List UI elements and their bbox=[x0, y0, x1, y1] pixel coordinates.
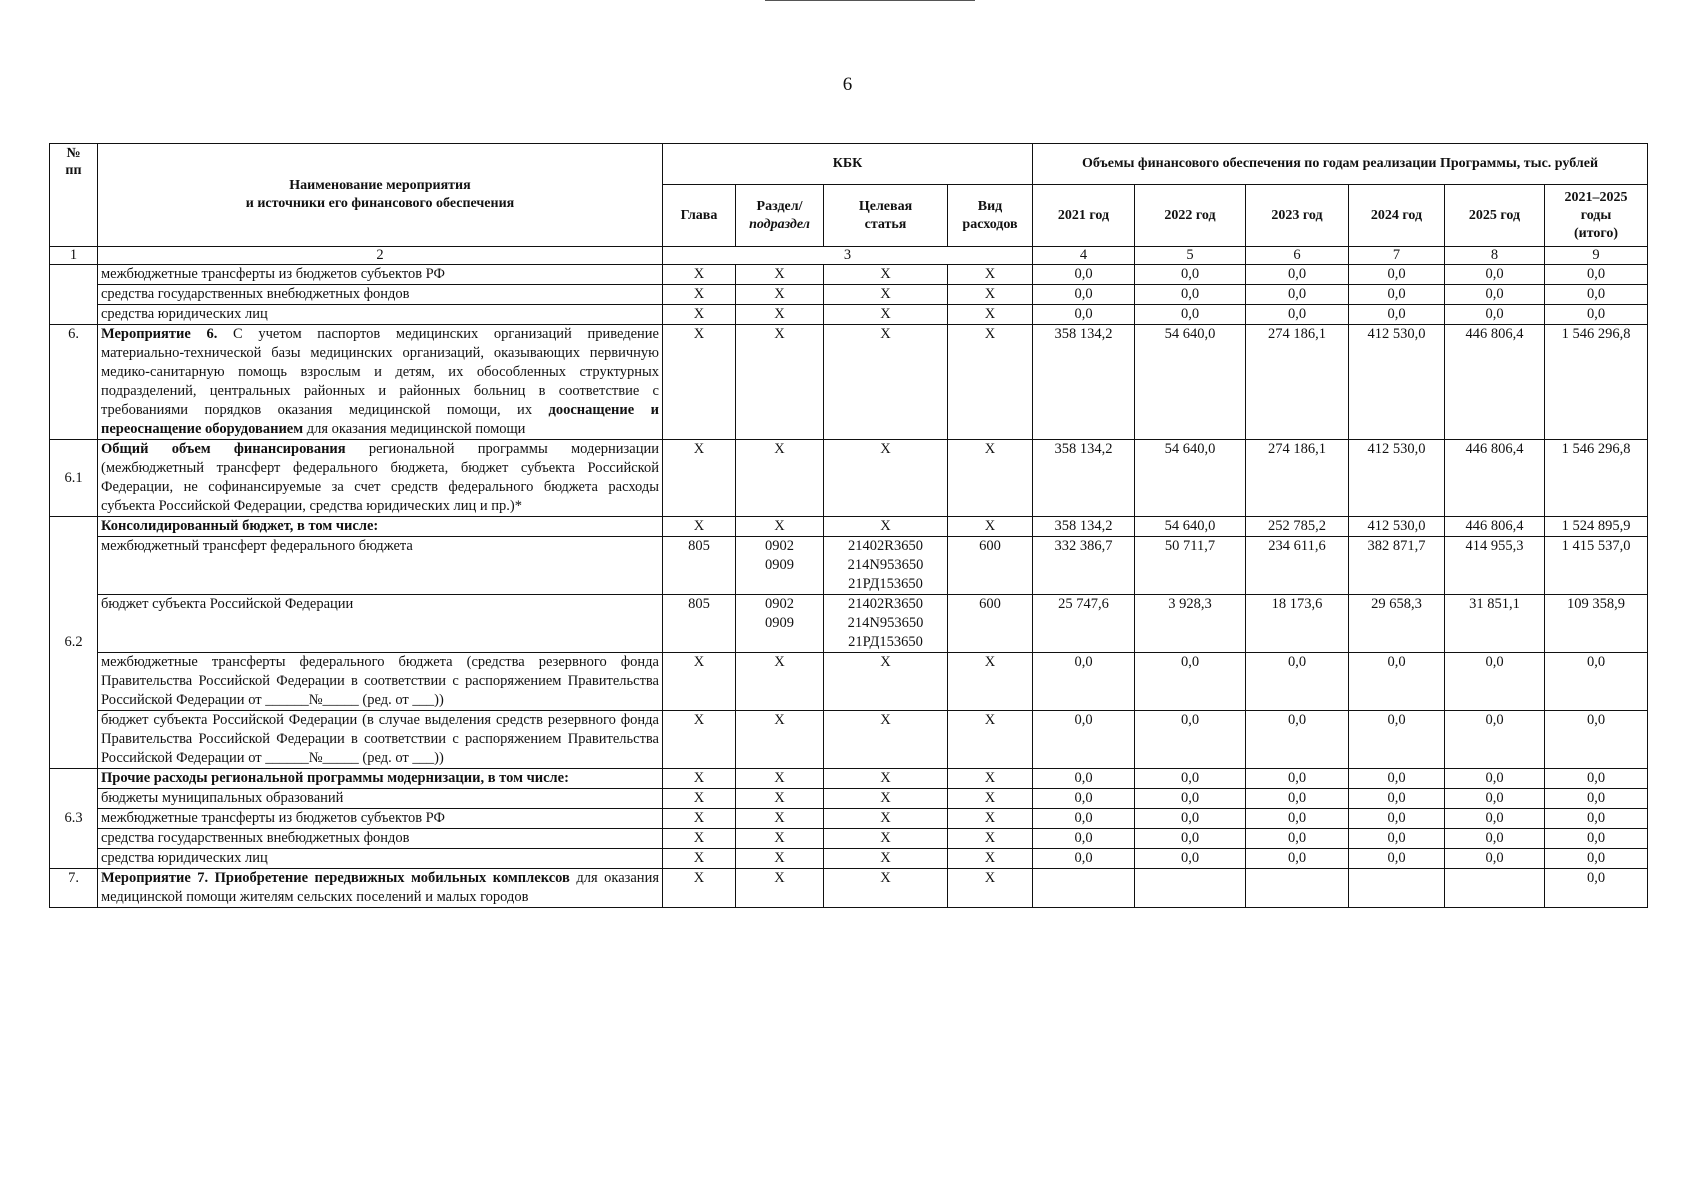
table-row: межбюджетные трансферты из бюджетов субъектов РФ Х Х Х Х 0,0 0,0 0,0 0,0 0,0 0,0 bbox=[50, 265, 1648, 285]
table-row-measure-6: 6. Мероприятие 6. С учетом паспортов медицинских организаций приведение материально-технической базы медицинских организаций, оказывающих первичную медико-санитарную помощь взрослым и детям, их обособленных структурных подразделений, центральных районных и районных больниц в соответствие с требованиями порядков оказания медицинской помощи, их дооснащение и переоснащение оборудованием для оказания медицинской помощи Х Х Х Х 358 134,2 54 640,0 274 186,1 412 530,0 446 806,4 1 546 296,8 bbox=[50, 325, 1648, 440]
header-razdel: Раздел/ подраздел bbox=[736, 185, 824, 247]
header-kbk: КБК bbox=[663, 144, 1033, 185]
table-row-6-2-subject-budget: бюджет субъекта Российской Федерации 805 0902 0909 21402R3650 214N953650 21РД153650 600 25 747,6 3 928,3 18 173,6 29 658,3 31 851,1 109 358,9 bbox=[50, 595, 1648, 653]
table-row: средства юридических лиц Х Х Х Х 0,0 0,0 0,0 0,0 0,0 0,0 bbox=[50, 849, 1648, 869]
table-row-6-3-other: 6.3 Прочие расходы региональной программы модернизации, в том числе: Х Х Х Х 0,0 0,0 0,0 0,0 0,0 0,0 bbox=[50, 769, 1648, 789]
header-year-2022: 2022 год bbox=[1135, 185, 1246, 247]
table-row: бюджеты муниципальных образований Х Х Х Х 0,0 0,0 0,0 0,0 0,0 0,0 bbox=[50, 789, 1648, 809]
table-row: средства государственных внебюджетных фондов Х Х Х Х 0,0 0,0 0,0 0,0 0,0 0,0 bbox=[50, 829, 1648, 849]
table-row-6-2-reserve-fund: межбюджетные трансферты федерального бюджета (средства резервного фонда Правительства Российской Федерации в соответствии с распоряжением Правительства Российской Федерации от ______№_____ (ред. от ___)) Х Х Х Х 0,0 0,0 0,0 0,0 0,0 0,0 bbox=[50, 653, 1648, 711]
header-year-2024: 2024 год bbox=[1349, 185, 1445, 247]
table-row: средства государственных внебюджетных фондов Х Х Х Х 0,0 0,0 0,0 0,0 0,0 0,0 bbox=[50, 285, 1648, 305]
table-row-6-2-federal-transfer: межбюджетный трансферт федерального бюджета 805 0902 0909 21402R3650 214N953650 21РД153650 600 332 386,7 50 711,7 234 611,6 382 871,7 414 955,3 1 415 537,0 bbox=[50, 537, 1648, 595]
header-volumes: Объемы финансового обеспечения по годам реализации Программы, тыс. рублей bbox=[1033, 144, 1648, 185]
table-row: средства юридических лиц Х Х Х Х 0,0 0,0 0,0 0,0 0,0 0,0 bbox=[50, 305, 1648, 325]
header-vid: Вид расходов bbox=[948, 185, 1033, 247]
table-row-6-2-consolidated: 6.2 Консолидированный бюджет, в том числе: Х Х Х Х 358 134,2 54 640,0 252 785,2 412 530,0 446 806,4 1 524 895,9 bbox=[50, 517, 1648, 537]
table-row: межбюджетные трансферты из бюджетов субъектов РФ Х Х Х Х 0,0 0,0 0,0 0,0 0,0 0,0 bbox=[50, 809, 1648, 829]
top-rule bbox=[765, 0, 975, 1]
header-year-2023: 2023 год bbox=[1246, 185, 1349, 247]
header-name: Наименование мероприятия и источники его финансового обеспечения bbox=[98, 144, 663, 247]
budget-table bbox=[49, 143, 1648, 908]
table-row-6-2-subject-reserve: бюджет субъекта Российской Федерации (в случае выделения средств резервного фонда Правительства Российской Федерации в соответствии с распоряжением Правительства Российской Федерации от ______№_____ (ред. от ___)) Х Х Х Х 0,0 0,0 0,0 0,0 0,0 0,0 bbox=[50, 711, 1648, 769]
header-glava: Глава bbox=[663, 185, 736, 247]
header-year-2021: 2021 год bbox=[1033, 185, 1135, 247]
header-celevaya: Целевая статья bbox=[824, 185, 948, 247]
table-row-measure-7: 7. Мероприятие 7. Приобретение передвижных мобильных комплексов для оказания медицинской помощи жителям сельских поселений и малых городов Х Х Х Х 0,0 bbox=[50, 869, 1648, 908]
header-num: № пп bbox=[50, 144, 98, 247]
header-year-2025: 2025 год bbox=[1445, 185, 1545, 247]
table-row-6-1: 6.1 Общий объем финансирования региональной программы модернизации (межбюджетный трансферт федерального бюджета, бюджет субъекта Российской Федерации, не софинансируемые за счет средств федерального бюджета расходы субъекта Российской Федерации, средства юридических лиц и пр.)* Х Х Х Х 358 134,2 54 640,0 274 186,1 412 530,0 446 806,4 1 546 296,8 bbox=[50, 440, 1648, 517]
page-number: 6 bbox=[842, 74, 853, 95]
header-total: 2021–2025 годы (итого) bbox=[1545, 185, 1648, 247]
column-number-row: 1 2 3 4 5 6 7 8 9 bbox=[50, 247, 1648, 265]
